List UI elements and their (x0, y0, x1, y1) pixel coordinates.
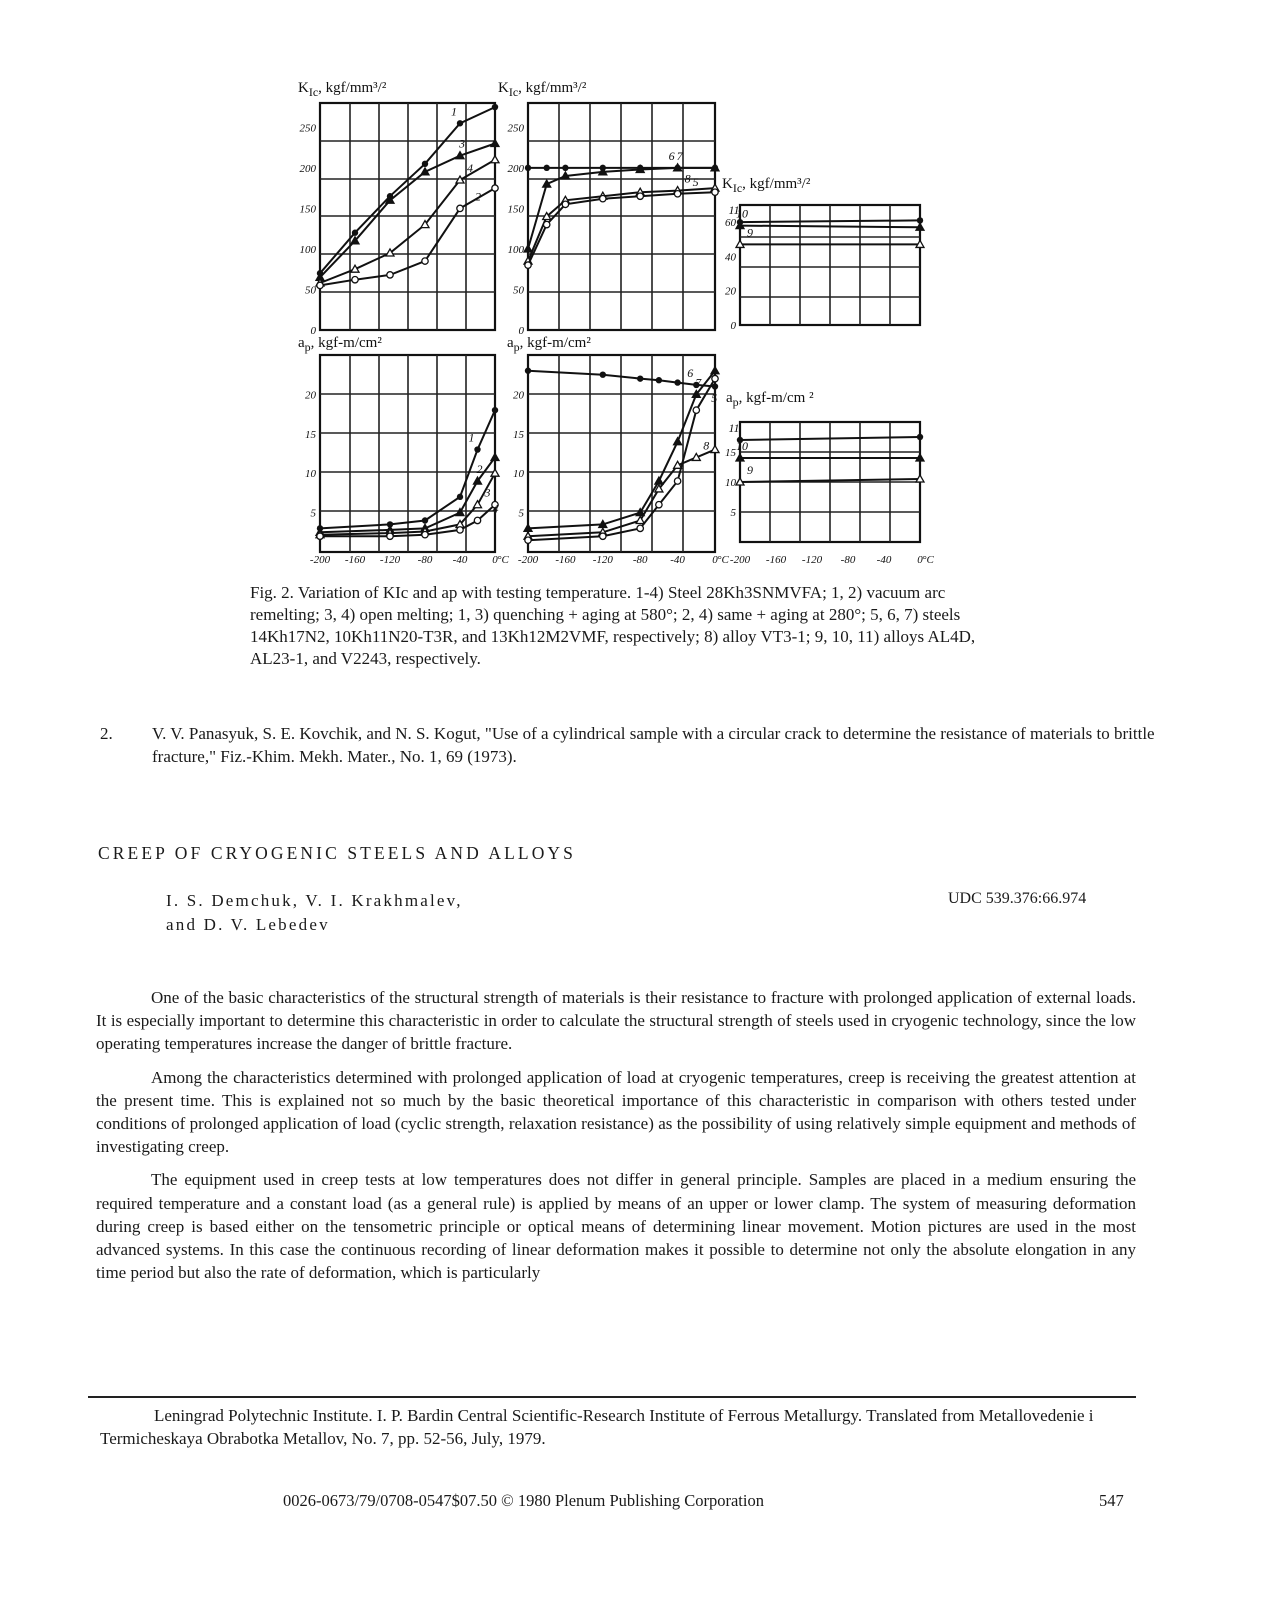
y-tick-label: 10 (725, 477, 736, 489)
data-point (422, 258, 428, 264)
data-point (600, 372, 606, 378)
curve-label: 2 (476, 462, 483, 477)
y-tick-label: 100 (507, 243, 524, 256)
curve-label: 4 (492, 501, 499, 516)
paragraph: Among the characteristics determined with prolonged application of load at cryogenic temperatures, creep is receiving the greatest attention at the present time. This is explained not so much by the basic theoretical importance of this characteristic in comparison with others tested under conditions of prolonged application of load (cyclic strength, relaxation resistance) as the possibility of using relatively simple equipment and methods of investigating creep. (96, 1067, 1136, 1157)
reference-item (100, 722, 1160, 768)
curve-label: 8 (684, 171, 691, 186)
curve-label: 9 (747, 225, 753, 240)
data-point (352, 277, 358, 283)
y-tick-label: 5 (518, 507, 524, 520)
data-point (712, 375, 718, 381)
series-line-11 (740, 220, 920, 222)
reference-text: V. V. Panasyuk, S. E. Kovchik, and N. S. Kogut, "Use of a cylindrical sample with a circular crack to determine the resistance of materials to brittle fracture," Fiz.-Khim. Mekh. Mater., No. 1, 69 (1973). (152, 724, 1155, 766)
footnote-text: Leningrad Polytechnic Institute. I. P. Bardin Central Scientific-Research Institute of Ferrous Metallurgy. Translated from Metallovedenie i Termicheskaya Obrabotka Metallov, No. 7, pp. 52-56, July, 1979. (100, 1406, 1094, 1448)
y-axis-label: $K_{Ic}$, kgf/mm³/² (722, 176, 811, 195)
data-point (492, 407, 498, 413)
curve-label: 1 (468, 430, 475, 445)
x-unit-label: °C (922, 554, 934, 566)
data-point (600, 533, 606, 539)
y-axis-label: $a_p$, kgf-m/cm ² (726, 390, 814, 409)
data-point (544, 165, 550, 171)
data-point (693, 407, 699, 413)
data-point (637, 525, 643, 531)
paragraph: The equipment used in creep tests at low temperatures does not differ in general principle. Samples are placed in a medium ensuring the required temperature and a constant load (as a general rule) is applied by means of an upper or lower clamp. The system of measuring deformation during creep is based either on the tensometric principle or optical means of determining linear movement. Motion pictures are used in the most advanced systems. In this case the continuous recording of linear deformation makes it possible to determine not only the absolute elongation in any time period but also the rate of deformation, which is particularly (96, 1170, 1136, 1283)
curve-label: 3 (459, 136, 465, 151)
y-axis-label: $a_p$, kgf-m/cm² (507, 335, 591, 354)
data-point (387, 533, 393, 539)
x-unit-label: °C (717, 554, 729, 566)
data-point (525, 262, 531, 268)
authors-line-1: I. S. Demchuk, V. I. Krakhmalev, (166, 891, 463, 910)
article-body (96, 986, 1136, 1294)
x-tick-label: -40 (452, 554, 468, 566)
publication-info: 0026-0673/79/0708-0547$07.50 © 1980 Plenum Publishing Corporation (283, 1491, 764, 1510)
data-point (711, 446, 719, 453)
y-tick-label: 15 (725, 447, 736, 459)
data-point (457, 494, 463, 500)
y-tick-label: 250 (299, 122, 316, 135)
footnote-rule (88, 1396, 1136, 1398)
curve-label: 2 (475, 189, 481, 204)
data-point (491, 156, 499, 163)
data-point (656, 377, 662, 383)
y-tick-label: 5 (730, 507, 736, 519)
data-point (917, 434, 923, 440)
curve-label: 3 (484, 485, 491, 500)
data-point (352, 230, 358, 236)
data-point (637, 193, 643, 199)
y-tick-label: 10 (305, 468, 316, 481)
y-tick-label: 15 (513, 428, 524, 441)
data-point (656, 502, 662, 508)
x-tick-label: -160 (765, 554, 787, 566)
data-point (492, 185, 498, 191)
x-tick-label: -120 (379, 554, 401, 566)
curve-label: 7 (695, 375, 702, 390)
y-tick-label: 5 (310, 507, 316, 520)
y-tick-label: 250 (507, 122, 524, 135)
curve-label: 8 (703, 438, 710, 453)
y-tick-label: 50 (305, 284, 316, 297)
data-point (474, 501, 482, 508)
y-tick-label: 200 (507, 162, 524, 175)
article-title: CREEP OF CRYOGENIC STEELS AND ALLOYS (98, 843, 577, 863)
data-point (422, 531, 428, 537)
y-tick-label: 0 (730, 320, 736, 332)
curve-label: 6 (687, 365, 694, 380)
x-tick-label: -120 (801, 554, 823, 566)
data-point (674, 438, 682, 445)
page-number: 547 (1099, 1491, 1124, 1510)
x-tick-label: -80 (840, 554, 856, 566)
x-unit-label: °C (497, 554, 509, 566)
data-point (525, 537, 531, 543)
curve-label: 10 (736, 439, 748, 453)
x-tick-label: -40 (670, 554, 685, 566)
data-point (525, 165, 531, 171)
data-point (456, 509, 464, 516)
footnote (100, 1404, 1130, 1450)
curve-label: 4 (467, 161, 473, 176)
figure-2 (0, 0, 1261, 580)
curve-label: 5 (692, 174, 699, 189)
data-point (457, 120, 463, 126)
curve-label: 6 (668, 148, 675, 163)
figure-caption: Fig. 2. Variation of KIc and ap with testing temperature. 1-4) Steel 28Kh3SNMVFA; 1, 2) vacuum arc remelting; 3, 4) open melting; 1, 3) quenching + aging at 580°; 2, 4) same + aging at 280°; 5, 6, 7) steels 14Kh17N2, 10Kh11N20-T3R, and 13Kh12M2VMF, respectively; 8) alloy VT3-1; 9, 10, 11) alloys AL4D, AL23-1, and V2243, respectively. (250, 583, 976, 668)
data-point (674, 379, 680, 385)
data-point (637, 375, 643, 381)
y-tick-label: 150 (299, 203, 316, 216)
x-tick-label: -160 (344, 554, 366, 566)
y-tick-label: 60 (725, 217, 736, 230)
y-tick-label: 20 (513, 389, 524, 402)
y-tick-label: 100 (299, 243, 316, 256)
x-tick-label: -120 (592, 554, 613, 566)
curve-label: 5 (711, 391, 718, 406)
data-point (655, 477, 663, 484)
y-tick-label: 15 (305, 428, 316, 441)
data-point (422, 517, 428, 523)
data-point (712, 189, 718, 195)
x-tick-label: -160 (555, 554, 576, 566)
y-tick-label: 0 (310, 325, 316, 337)
x-tick-label: -80 (417, 554, 433, 566)
data-point (525, 368, 531, 374)
paragraph: One of the basic characteristics of the structural strength of materials is their resistance to fracture with prolonged application of external loads. It is especially important to determine this characteristic in order to calculate the structural strength of steels used in cryogenic technology, since the low operating temperatures increase the danger of brittle fracture. (96, 988, 1136, 1054)
authors-line-2: and D. V. Lebedev (166, 915, 330, 934)
curve-label: 1 (451, 104, 457, 119)
data-point (711, 367, 719, 374)
curve-label: 9 (747, 463, 753, 477)
data-point (474, 517, 480, 523)
data-point (544, 221, 550, 227)
data-point (317, 533, 323, 539)
data-point (562, 165, 568, 171)
curve-label: 10 (736, 206, 748, 221)
y-tick-label: 10 (513, 468, 524, 481)
x-tick-label: -40 (876, 554, 892, 566)
curve-label: 11 (728, 421, 740, 435)
udc-code: UDC 539.376:66.974 (948, 890, 1087, 907)
data-point (457, 205, 463, 211)
y-tick-label: 20 (305, 389, 316, 402)
y-tick-label: 50 (513, 284, 524, 297)
data-point (674, 191, 680, 197)
reference-number: 2. (100, 724, 113, 743)
y-axis-label: $K_{Ic}$, kgf/mm³/² (498, 80, 587, 99)
data-point (600, 195, 606, 201)
data-point (457, 527, 463, 533)
y-tick-label: 20 (725, 285, 736, 298)
y-tick-label: 150 (507, 203, 524, 216)
y-tick-label: 0 (518, 325, 524, 337)
data-point (387, 272, 393, 278)
x-tick-label: 0 (917, 554, 923, 566)
data-point (491, 453, 499, 460)
data-point (492, 104, 498, 110)
data-point (562, 201, 568, 207)
y-tick-label: 200 (299, 162, 316, 175)
x-tick-label: -200 (729, 554, 751, 566)
y-axis-label: $a_p$, kgf-m/cm² (298, 335, 382, 354)
curve-label: 7 (676, 148, 683, 163)
data-point (474, 446, 480, 452)
article-authors (166, 889, 463, 937)
data-point (524, 245, 532, 252)
data-point (674, 478, 680, 484)
curve-label: 11 (728, 203, 740, 218)
y-tick-label: 40 (725, 251, 736, 264)
x-tick-label: 0 (712, 554, 718, 566)
data-point (317, 282, 323, 288)
x-tick-label: -80 (632, 554, 648, 566)
x-tick-label: -200 (309, 554, 331, 566)
x-tick-label: -200 (517, 554, 539, 566)
series-line-10 (740, 226, 920, 228)
x-tick-label: 0 (492, 554, 498, 566)
y-axis-label: $K_{Ic}$, kgf/mm³/² (298, 80, 387, 99)
data-point (422, 161, 428, 167)
